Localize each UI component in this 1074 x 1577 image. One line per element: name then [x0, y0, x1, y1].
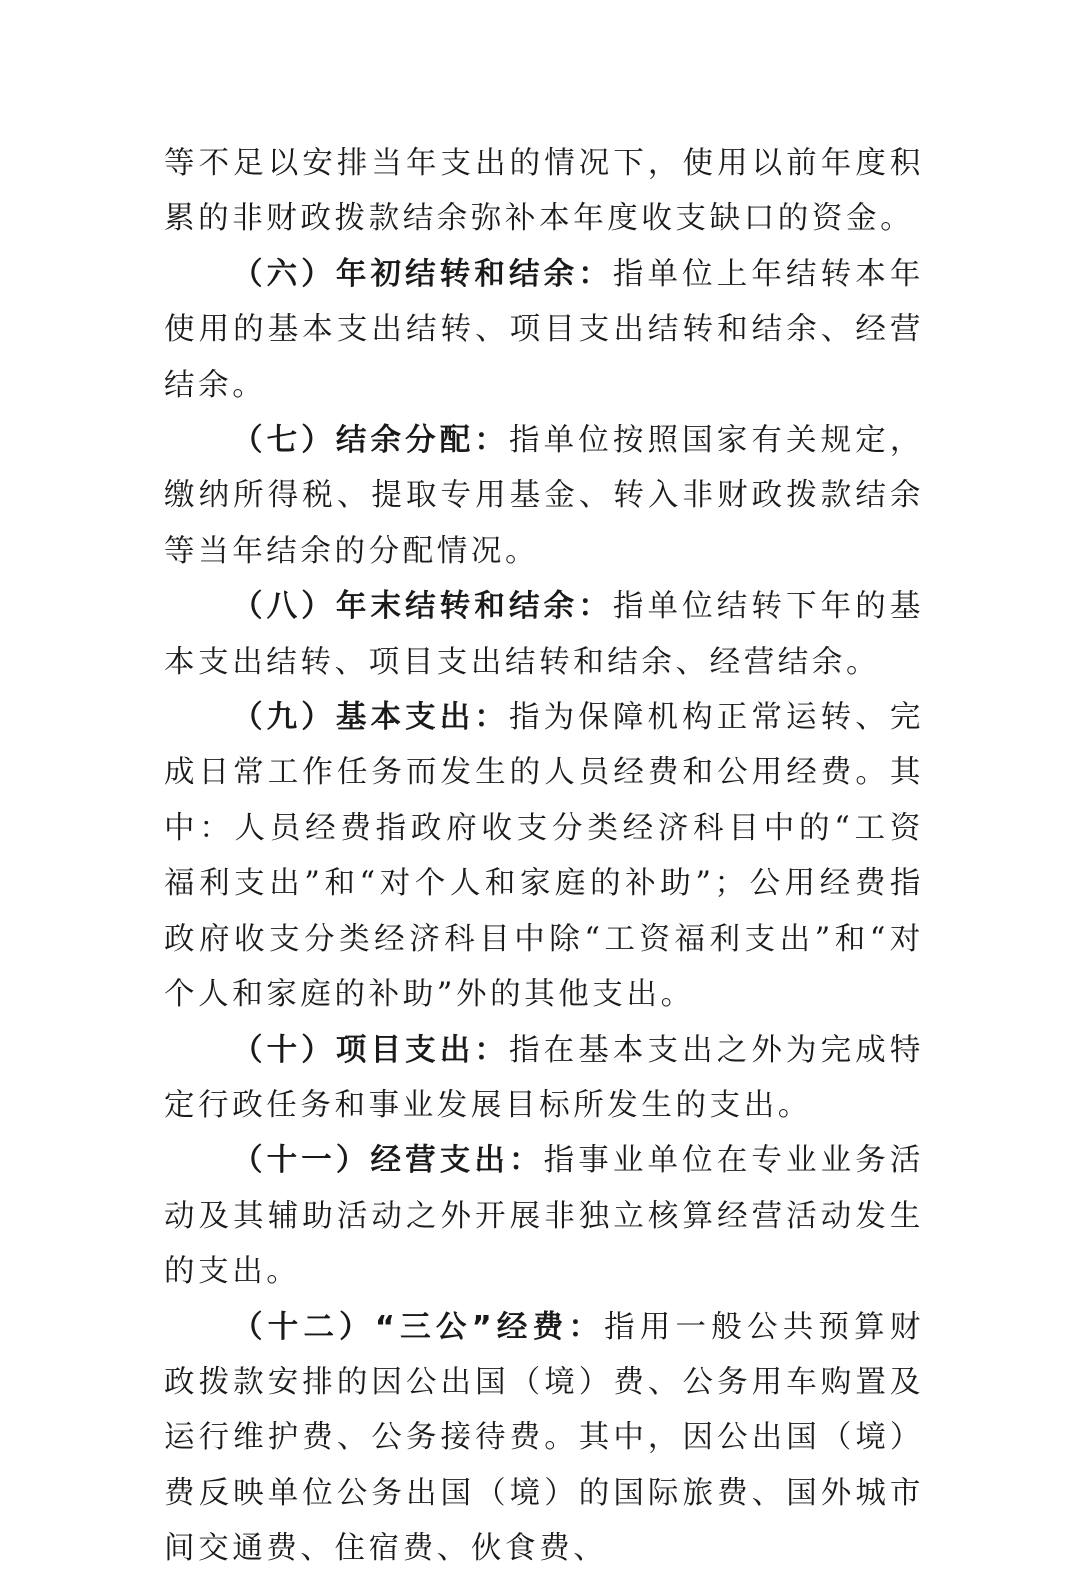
paragraph-continuation [164, 136, 924, 247]
paragraph-text: 指单位按照国家有关规定，缴纳所得税、提取专用基金、转入非财政拨款结余等当年结余的分配情况。 [164, 423, 924, 569]
paragraph-text: 等不足以安排当年支出的情况下，使用以前年度积累的非财政拨款结余弥补本年度收支缺口的资金。 [164, 146, 924, 237]
paragraph-item-6 [164, 247, 924, 413]
paragraph-item-10 [164, 1023, 924, 1134]
paragraph-item-7 [164, 413, 924, 579]
term-heading: （十）项目支出： [232, 1032, 510, 1068]
term-heading: （九）基本支出： [232, 700, 510, 736]
term-heading: （十二）“三公”经费： [232, 1309, 605, 1345]
term-heading: （七）结余分配： [232, 423, 510, 459]
paragraph-item-12 [164, 1300, 924, 1577]
paragraph-text: 指用一般公共预算财政拨款安排的因公出国（境）费、公务用车购置及运行维护费、公务接待费。其中，因公出国（境）费反映单位公务出国（境）的国际旅费、国外城市间交通费、住宿费、伙食费、 [164, 1309, 924, 1567]
paragraph-item-11 [164, 1133, 924, 1299]
document-body [164, 136, 924, 1577]
paragraph-text: 指事业单位在专业业务活动及其辅助活动之外开展非独立核算经营活动发生的支出。 [164, 1143, 924, 1290]
paragraph-item-9 [164, 690, 924, 1022]
paragraph-text: 指单位上年结转本年使用的基本支出结转、项目支出结转和结余、经营结余。 [164, 256, 924, 403]
paragraph-item-8 [164, 579, 924, 690]
paragraph-text: 指为保障机构正常运转、完成日常工作任务而发生的人员经费和公用经费。其中：人员经费指政府收支分类经济科目中的“工资福利支出”和“对个人和家庭的补助”；公用经费指政府收支分类经济科目中除“工资福利支出”和“对个人和家庭的补助”外的其他支出。 [164, 700, 924, 1013]
term-heading: （十一）经营支出： [232, 1143, 544, 1179]
paragraph-text: 指在基本支出之外为完成特定行政任务和事业发展目标所发生的支出。 [164, 1032, 924, 1123]
paragraph-text: 指单位结转下年的基本支出结转、项目支出结转和结余、经营结余。 [164, 589, 924, 680]
term-heading: （八）年末结转和结余： [232, 589, 613, 625]
term-heading: （六）年初结转和结余： [232, 256, 613, 292]
